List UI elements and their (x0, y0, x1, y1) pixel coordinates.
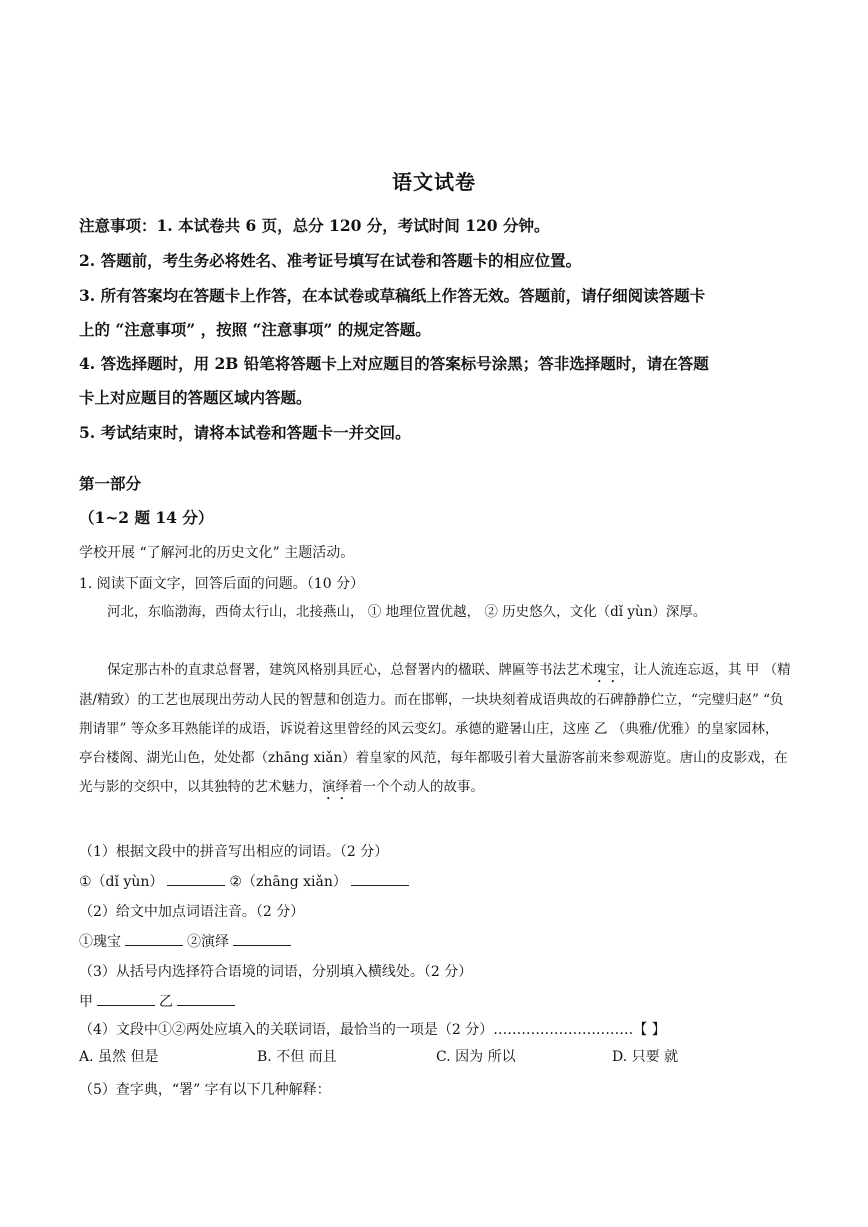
blank-label: 乙 (159, 994, 173, 1010)
page-title: 语文试卷 (392, 170, 476, 194)
option-b[interactable]: B. 不但 而且 (257, 1049, 337, 1065)
note-line-1: 注意事项：1. 本试卷共 6 页，总分 120 分，考试时间 120 分钟。 (79, 216, 550, 235)
section-part: 第一部分 (79, 474, 142, 493)
section-intro: 学校开展 “了解河北的历史文化” 主题活动。 (79, 545, 355, 561)
note-line-7: 5. 考试结束时，请将本试卷和答题卡一并交回。 (79, 423, 411, 442)
answer-blank[interactable] (351, 873, 409, 886)
section-range: （1~2 题 14 分） (79, 508, 214, 527)
note-line-6: 卡上对应题目的答题区域内答题。 (79, 388, 312, 407)
option-c[interactable]: C. 因为 所以 (436, 1049, 516, 1065)
subquestion-4: （4）文段中①②两处应填入的关联词语，最恰当的一项是（2 分）…………………………【 】 (79, 1022, 666, 1038)
passage-text: 河北，东临渤海，西倚太行山，北接燕山， ① 地理位置优越， ② 历史悠久，文化（dǐ yùn）深厚。 (107, 604, 707, 620)
blank-label: 甲 (79, 994, 93, 1010)
option-d[interactable]: D. 只要 就 (612, 1049, 679, 1065)
passage-text: ，让人流连忘返，其 甲 （精湛/精致）的工艺也展现出劳动人民的智慧和创造力。而在邯郸，一块块刻着成语典故的石碑静静伫立，“完璧归赵” “负荆请罪” 等众多耳熟能详的成语，诉说着这里曾经的风云变幻。承德的避暑山庄，这座 乙 （典雅/优雅）的皇家园林，亭台楼阁、湖光山色，处处都（zhāng xiǎn）着皇家的风范，每年都吸引着大量游客前来参观游览。唐山的皮影戏，在光与影的交织中，以其独特的艺术魅力， (79, 662, 791, 795)
passage-text: 保定那古朴的直隶总督署，建筑风格别具匠心，总督署内的楹联、牌匾等书法艺术 (107, 662, 593, 678)
note-line-3: 3. 所有答案均在答题卡上作答，在本试卷或草稿纸上作答无效。答题前，请仔细阅读答题卡 (79, 286, 706, 305)
passage-paragraph-1 (79, 598, 791, 627)
answer-blank[interactable] (97, 993, 155, 1006)
subquestion-1-blanks (79, 871, 413, 891)
passage-text: 着一个个动人的故事。 (349, 779, 484, 795)
note-line-4: 上的 “注意事项” ，按照 “注意事项” 的规定答题。 (79, 320, 431, 339)
blank-label: ②演绎 (187, 934, 229, 950)
subquestion-3: （3）从括号内选择符合语境的词语，分别填入横线处。（2 分） (79, 964, 473, 980)
subquestion-5: （5）查字典，“署” 字有以下几种解释： (79, 1082, 331, 1098)
answer-blank[interactable] (233, 933, 291, 946)
blank-label: ①（dǐ yùn） (79, 874, 164, 890)
note-line-2: 2. 答题前，考生务必将姓名、准考证号填写在试卷和答题卡的相应位置。 (79, 251, 582, 270)
answer-blank[interactable] (167, 873, 225, 886)
subquestion-2: （2）给文中加点词语注音。（2 分） (79, 904, 305, 920)
note-line-5: 4. 答选择题时，用 2B 铅笔将答题卡上对应题目的答案标号涂黑；答非选择题时，请在答题 (79, 354, 709, 373)
option-a[interactable]: A. 虽然 但是 (79, 1049, 159, 1065)
subquestion-1: （1）根据文段中的拼音写出相应的词语。（2 分） (79, 844, 389, 860)
dotted-word-guibao: 瑰宝 (593, 662, 620, 678)
blank-label: ①瑰宝 (79, 934, 121, 950)
answer-blank[interactable] (125, 933, 183, 946)
subquestion-3-blanks (79, 991, 239, 1011)
question-1: 1. 阅读下面文字，回答后面的问题。（10 分） (79, 576, 365, 592)
answer-blank[interactable] (177, 993, 235, 1006)
dotted-word-yanyi: 演绎 (322, 779, 349, 795)
passage-paragraph-2 (79, 656, 791, 803)
blank-label: ②（zhāng xiǎn） (229, 874, 347, 890)
subquestion-2-blanks (79, 931, 295, 951)
